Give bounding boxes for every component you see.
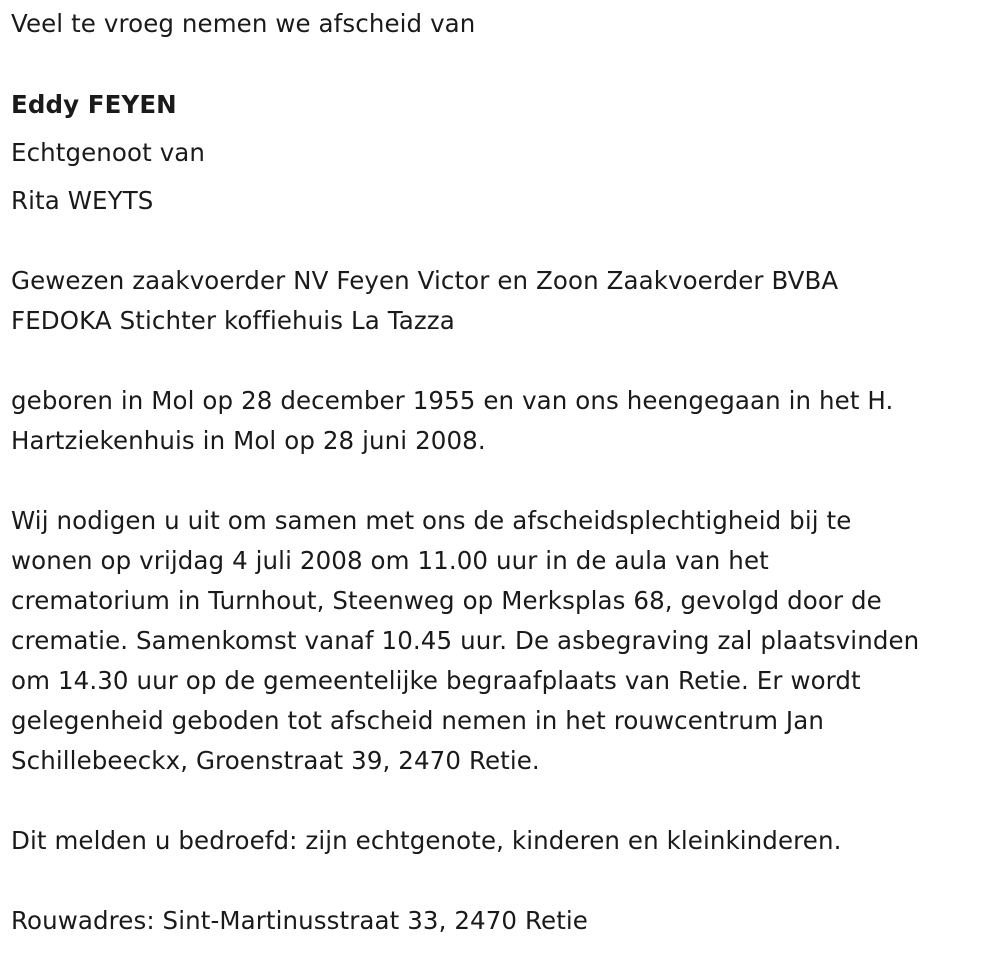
- life-line-2: Hartziekenhuis in Mol op 28 juni 2008.: [11, 426, 486, 455]
- ceremony-line-2: wonen op vrijdag 4 juli 2008 om 11.00 uur in de aula van het: [11, 546, 769, 575]
- ceremony-line-1: Wij nodigen u uit om samen met ons de afscheidsplechtigheid bij te: [11, 506, 852, 535]
- life-line-1: geboren in Mol op 28 december 1955 en van ons heengegaan in het H.: [11, 386, 894, 415]
- ceremony-line-6: gelegenheid geboden tot afscheid nemen in het rouwcentrum Jan: [11, 706, 824, 735]
- announcement-text: Dit melden u bedroefd: zijn echtgenote, kinderen en kleinkinderen.: [11, 826, 842, 855]
- ceremony-line-7: Schillebeeckx, Groenstraat 39, 2470 Retie.: [11, 746, 540, 775]
- relation-text: Echtgenoot van: [11, 138, 206, 167]
- intro-text: Veel te vroeg nemen we afscheid van: [11, 9, 476, 38]
- spouse-name: Rita WEYTS: [11, 186, 154, 215]
- ceremony-line-5: om 14.30 uur op de gemeentelijke begraafplaats van Retie. Er wordt: [11, 666, 861, 695]
- address-text: Rouwadres: Sint-Martinusstraat 33, 2470 Retie: [11, 906, 588, 935]
- ceremony-line-4: crematie. Samenkomst vanaf 10.45 uur. De asbegraving zal plaatsvinden: [11, 626, 920, 655]
- ceremony-line-3: crematorium in Turnhout, Steenweg op Merksplas 68, gevolgd door de: [11, 586, 882, 615]
- career-line-2: FEDOKA Stichter koffiehuis La Tazza: [11, 306, 455, 335]
- deceased-name: Eddy FEYEN: [11, 90, 177, 119]
- career-line-1: Gewezen zaakvoerder NV Feyen Victor en Zoon Zaakvoerder BVBA: [11, 266, 839, 295]
